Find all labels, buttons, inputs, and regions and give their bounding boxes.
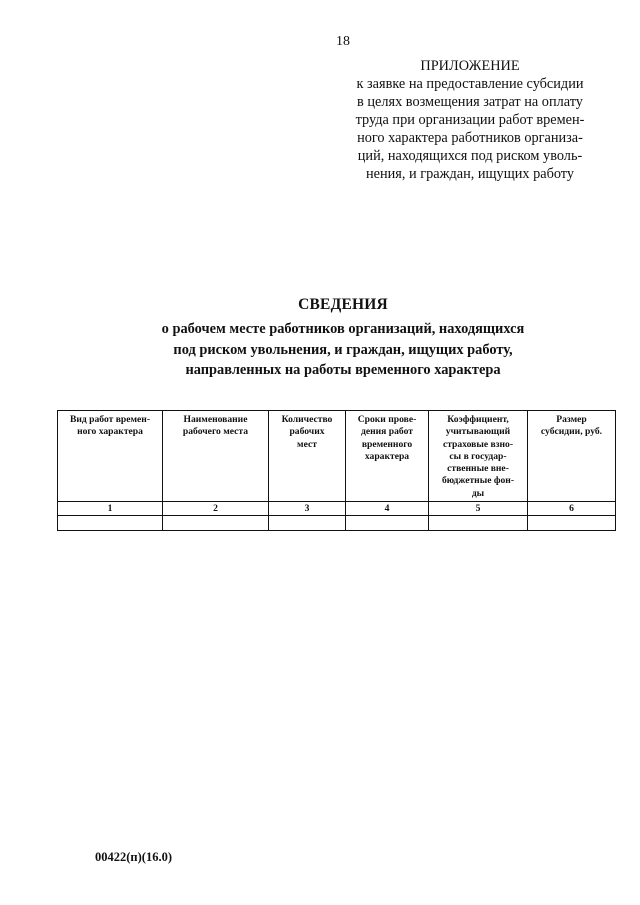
document-heading: [46, 294, 640, 381]
appendix-line: ного характера работников организа-: [357, 130, 583, 146]
appendix-line: труда при организации работ времен-: [355, 112, 585, 128]
table-cell: [429, 516, 528, 531]
header-workplace-count: Количество рабочих мест: [269, 411, 346, 502]
column-number: 3: [269, 502, 346, 516]
column-number: 2: [163, 502, 269, 516]
heading-subtitle: [46, 319, 640, 381]
heading-title: СВЕДЕНИЯ: [298, 296, 388, 313]
table-cell: [58, 516, 163, 531]
appendix-line: нения, и граждан, ищущих работу: [365, 166, 575, 182]
column-number: 4: [346, 502, 429, 516]
table-number-row: [58, 502, 616, 516]
appendix-line: ций, находящихся под риском уволь-: [357, 148, 583, 164]
column-number: 5: [429, 502, 528, 516]
table-cell: [528, 516, 616, 531]
column-number: 6: [528, 502, 616, 516]
document-code: 00422(п)(16.0): [95, 850, 172, 864]
table-cell: [269, 516, 346, 531]
heading-line: о рабочем месте работников организаций, находящихся: [161, 321, 525, 337]
table-row: [58, 516, 616, 531]
header-subsidy-amount: Размер субсидии, руб.: [528, 411, 616, 502]
header-workplace-name: Наименование рабочего места: [163, 411, 269, 502]
column-number: 1: [58, 502, 163, 516]
page-number: 18: [336, 34, 350, 49]
appendix-title: ПРИЛОЖЕНИЕ: [420, 58, 520, 74]
appendix-block: [338, 57, 602, 183]
table-cell: [163, 516, 269, 531]
header-work-type: Вид работ времен- ного характера: [58, 411, 163, 502]
heading-line: направленных на работы временного характера: [185, 362, 501, 378]
header-work-period: Сроки прове- дения работ временного характера: [346, 411, 429, 502]
table-cell: [346, 516, 429, 531]
workplace-info-table: [57, 410, 616, 531]
appendix-line: в целях возмещения затрат на оплату: [357, 94, 583, 110]
header-insurance-coefficient: Коэффициент, учитывающий страховые взно- сы в государ- ственные вне- бюджетные фон- ды: [429, 411, 528, 502]
appendix-line: к заявке на предоставление субсидии: [356, 76, 584, 92]
heading-line: под риском увольнения, и граждан, ищущих работу,: [173, 341, 513, 358]
table-header-row: [58, 411, 616, 502]
